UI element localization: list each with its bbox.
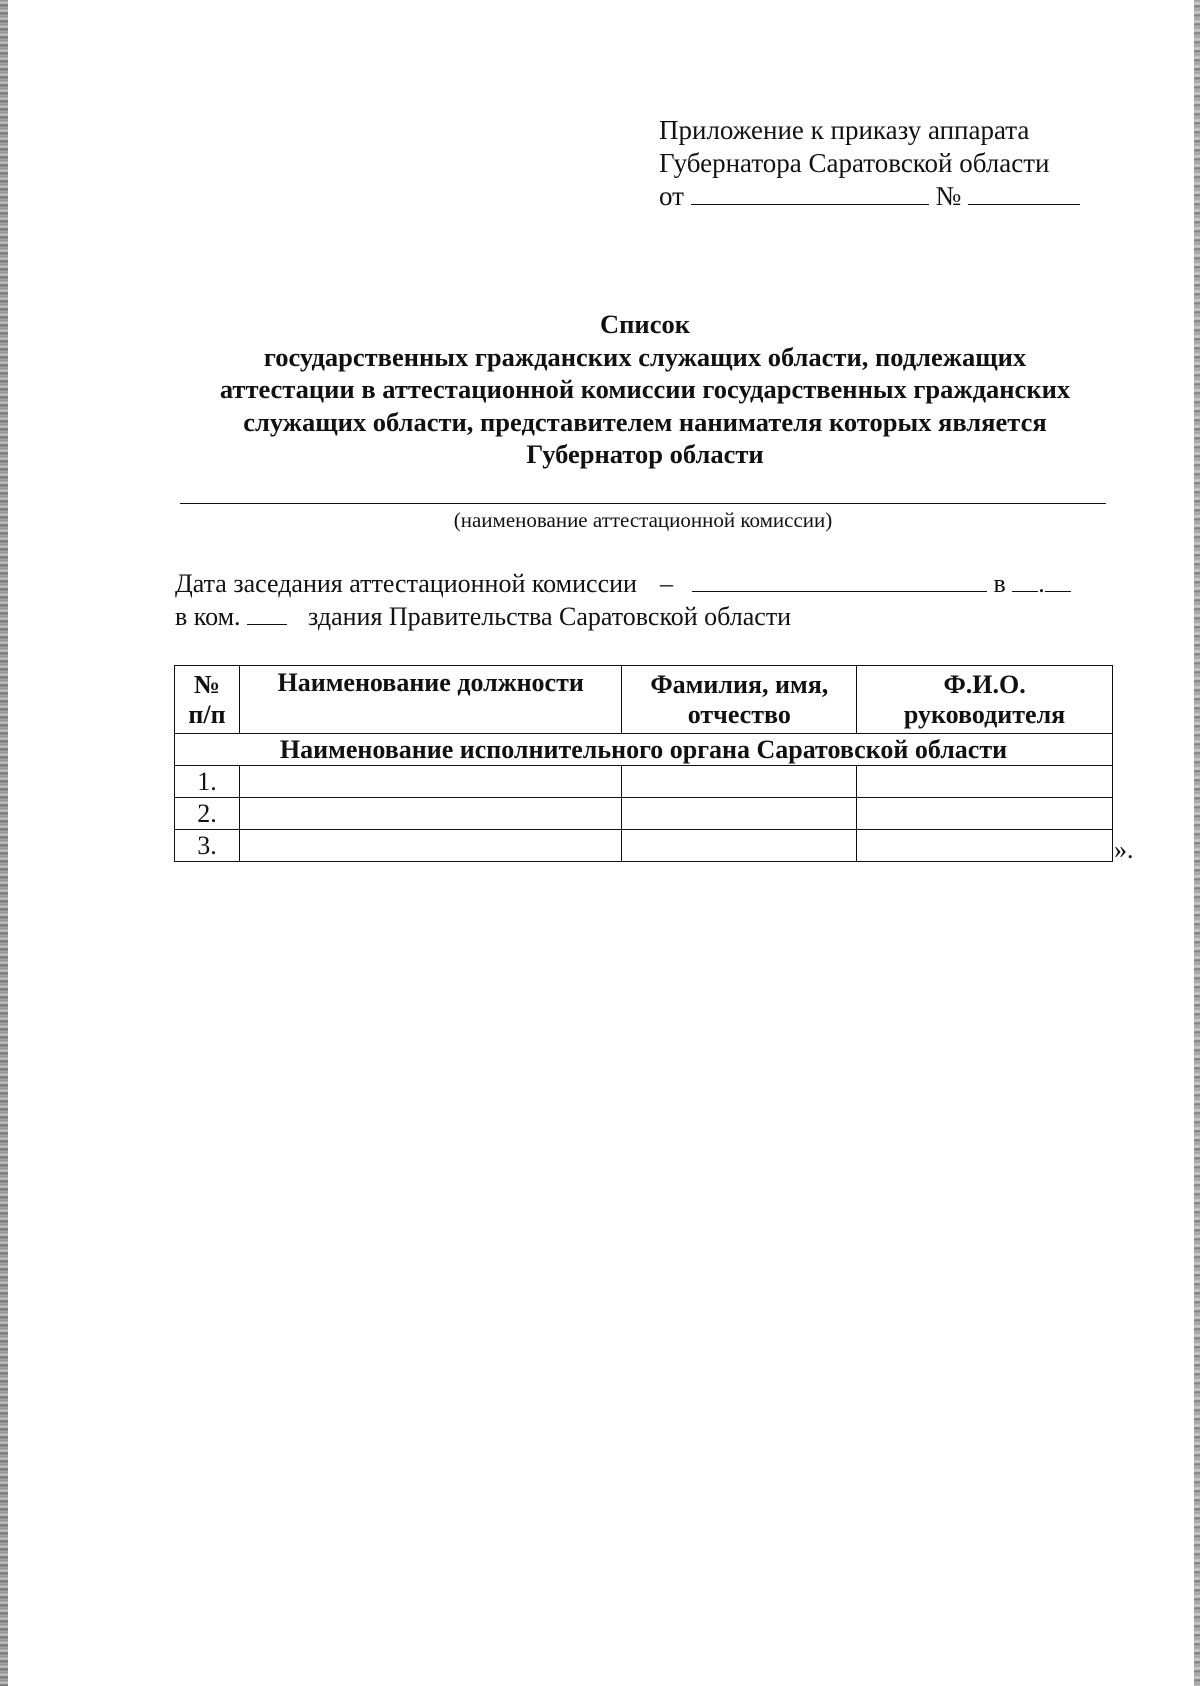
row-position-cell[interactable] bbox=[239, 766, 622, 798]
meeting-minute-blank[interactable] bbox=[1045, 569, 1071, 592]
meeting-room-blank[interactable] bbox=[247, 602, 287, 625]
header-manager-name bbox=[857, 666, 1113, 734]
row-name-cell[interactable] bbox=[622, 798, 857, 830]
table-row bbox=[175, 830, 1113, 862]
header-number-line-2: п/п bbox=[188, 699, 226, 729]
meeting-hour-blank[interactable] bbox=[1012, 569, 1038, 592]
header-number bbox=[175, 666, 240, 734]
annex-line-1: Приложение к приказу аппарата bbox=[659, 115, 1030, 145]
header-manager-line-1: Ф.И.О. bbox=[943, 669, 1026, 699]
meeting-room-prefix: в ком. bbox=[175, 602, 241, 631]
attestation-table bbox=[174, 665, 1113, 862]
meeting-dash: – bbox=[659, 569, 673, 598]
title-line-1: государственных гражданских служащих области, подлежащих bbox=[263, 341, 1027, 372]
meeting-room-line bbox=[175, 601, 791, 633]
scan-edge-right bbox=[1194, 0, 1200, 1686]
meeting-date-line bbox=[175, 568, 1071, 600]
row-name-cell[interactable] bbox=[622, 830, 857, 862]
title-line-2: аттестации в аттестационной комиссии государственных гражданских bbox=[219, 374, 1071, 404]
header-full-name-line-2: отчество bbox=[687, 699, 791, 729]
row-manager-cell[interactable] bbox=[857, 766, 1113, 798]
commission-name-blank[interactable] bbox=[180, 503, 1106, 504]
row-position-cell[interactable] bbox=[239, 798, 622, 830]
title-line-4: Губернатор области bbox=[526, 439, 764, 469]
row-name-cell[interactable] bbox=[622, 766, 857, 798]
header-manager-line-2: руководителя bbox=[903, 699, 1066, 729]
section-title: Наименование исполнительного органа Саратовской области bbox=[175, 734, 1113, 766]
title-heading: Список bbox=[600, 309, 690, 339]
meeting-date-label: Дата заседания аттестационной комиссии bbox=[175, 569, 637, 598]
row-number: 2. bbox=[175, 798, 240, 830]
table-row bbox=[175, 798, 1113, 830]
scan-edge-left bbox=[0, 0, 8, 1686]
table-row bbox=[175, 766, 1113, 798]
commission-caption: (наименование аттестационной комиссии) bbox=[453, 508, 833, 532]
row-number: 1. bbox=[175, 766, 240, 798]
annex-date-line bbox=[659, 180, 1080, 213]
closing-quote-mark: ». bbox=[1114, 835, 1134, 864]
section-row bbox=[175, 734, 1113, 766]
document-title bbox=[150, 308, 1140, 471]
table-header-row bbox=[175, 666, 1113, 734]
row-manager-cell[interactable] bbox=[857, 798, 1113, 830]
annex-line-2: Губернатора Саратовской области bbox=[659, 148, 1050, 178]
annex-date-blank[interactable] bbox=[691, 182, 929, 205]
row-position-cell[interactable] bbox=[239, 830, 622, 862]
annex-number-blank[interactable] bbox=[968, 182, 1080, 205]
meeting-time-prefix: в bbox=[993, 569, 1006, 598]
annex-date-prefix: от bbox=[659, 181, 684, 211]
header-full-name bbox=[622, 666, 857, 734]
meeting-room-suffix: здания Правительства Саратовской области bbox=[308, 602, 792, 631]
row-number: 3. bbox=[175, 830, 240, 862]
header-full-name-line-1: Фамилия, имя, bbox=[650, 669, 829, 699]
header-number-line-1: № bbox=[193, 669, 221, 699]
annex-block bbox=[659, 114, 1080, 213]
header-position-label: Наименование должности bbox=[277, 668, 584, 697]
title-line-3: служащих области, представителем нанимателя которых является bbox=[243, 406, 1047, 437]
meeting-date-blank[interactable] bbox=[692, 569, 987, 592]
meeting-time-separator: . bbox=[1038, 569, 1045, 598]
row-manager-cell[interactable] bbox=[857, 830, 1113, 862]
header-position bbox=[239, 666, 622, 734]
annex-number-sign: № bbox=[935, 181, 962, 211]
